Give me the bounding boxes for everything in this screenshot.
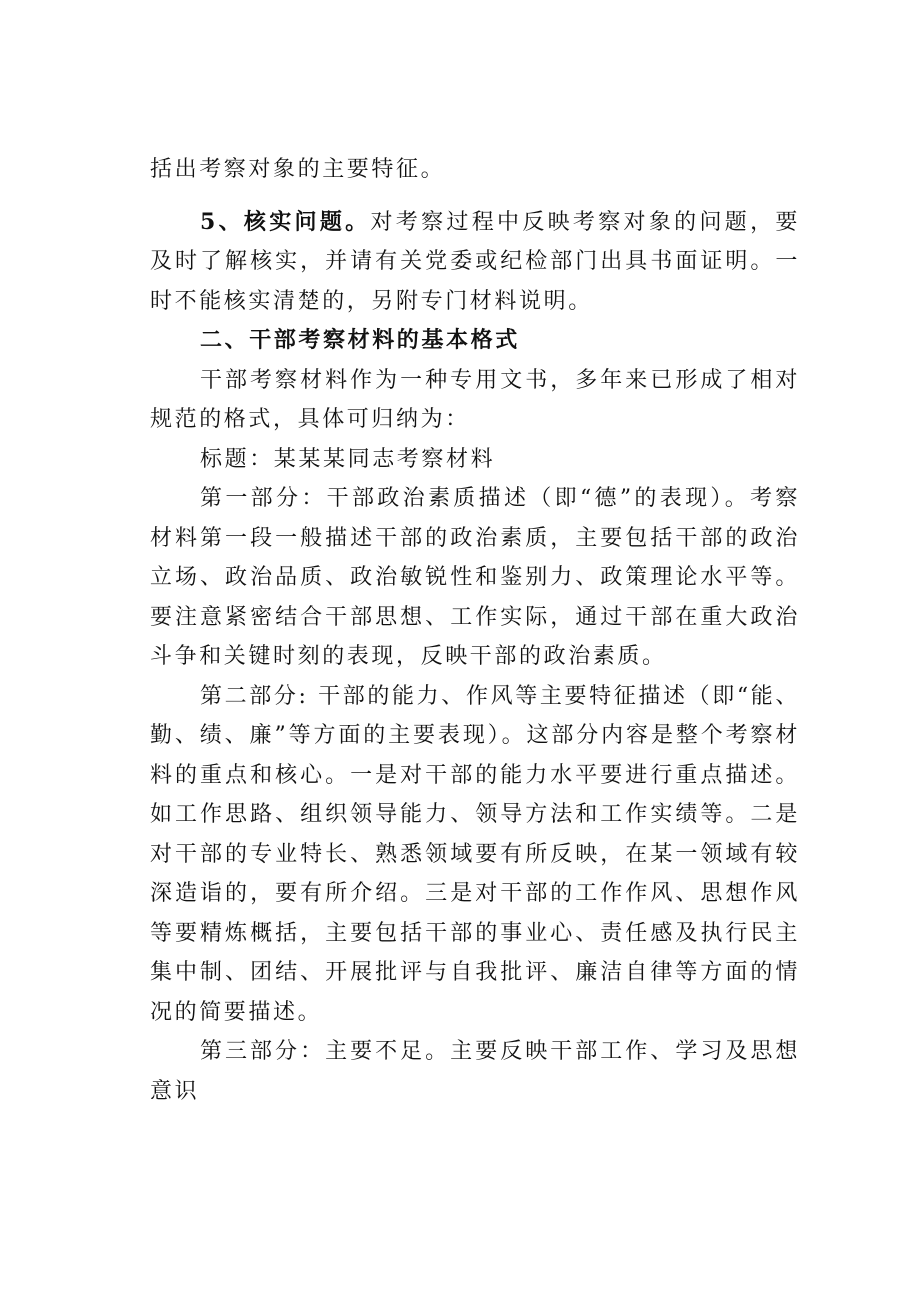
- paragraph-part-1: 第一部分：干部政治素质描述（即“德”的表现）。考察材料第一段一般描述干部的政治素质，主要包括干部的政治立场、政治品质、政治敏锐性和鉴别力、政策理论水平等。要注意紧密结合干部思想、工作实际，通过干部在重大政治斗争和关键时刻的表现，反映干部的政治素质。: [150, 486, 800, 669]
- paragraph-title-line: 标题：某某某同志考察材料: [200, 446, 496, 472]
- item-5-body: 对考察过程中反映考察对象的问题，要及时了解核实，并请有关党委或纪检部门出具书面证明。一时不能核实清楚的，另附专门材料说明。: [150, 209, 800, 314]
- document-body: [150, 150, 800, 1111]
- paragraph-section-2-intro: 干部考察材料作为一种专用文书，多年来已形成了相对规范的格式，具体可归纳为：: [150, 367, 800, 432]
- paragraph-part-3: 第三部分：主要不足。主要反映干部工作、学习及思想意识: [150, 1039, 800, 1104]
- item-5-heading: 5、核实问题。: [200, 208, 371, 235]
- paragraph-part-2: 第二部分: 干部的能力、作风等主要特征描述（即“能、勤、绩、廉”等方面的主要表现）。这部分内容是整个考察材料的重点和核心。一是对干部的能力水平要进行重点描述。如工作思路、组织领导能力、领导方法和工作实绩等。二是对干部的专业特长、熟悉领域要有所反映，在某一领域有较深造诣的，要有所介绍。三是对干部的工作作风、思想作风等要精炼概括，主要包括干部的事业心、责任感及执行民主集中制、团结、开展批评与自我批评、廉洁自律等方面的情况的简要描述。: [150, 683, 800, 1025]
- section-2-heading: 二、干部考察材料的基本格式: [200, 327, 520, 353]
- paragraph-item-5: [150, 203, 800, 322]
- paragraph-continuation: 括出考察对象的主要特征。: [150, 157, 446, 182]
